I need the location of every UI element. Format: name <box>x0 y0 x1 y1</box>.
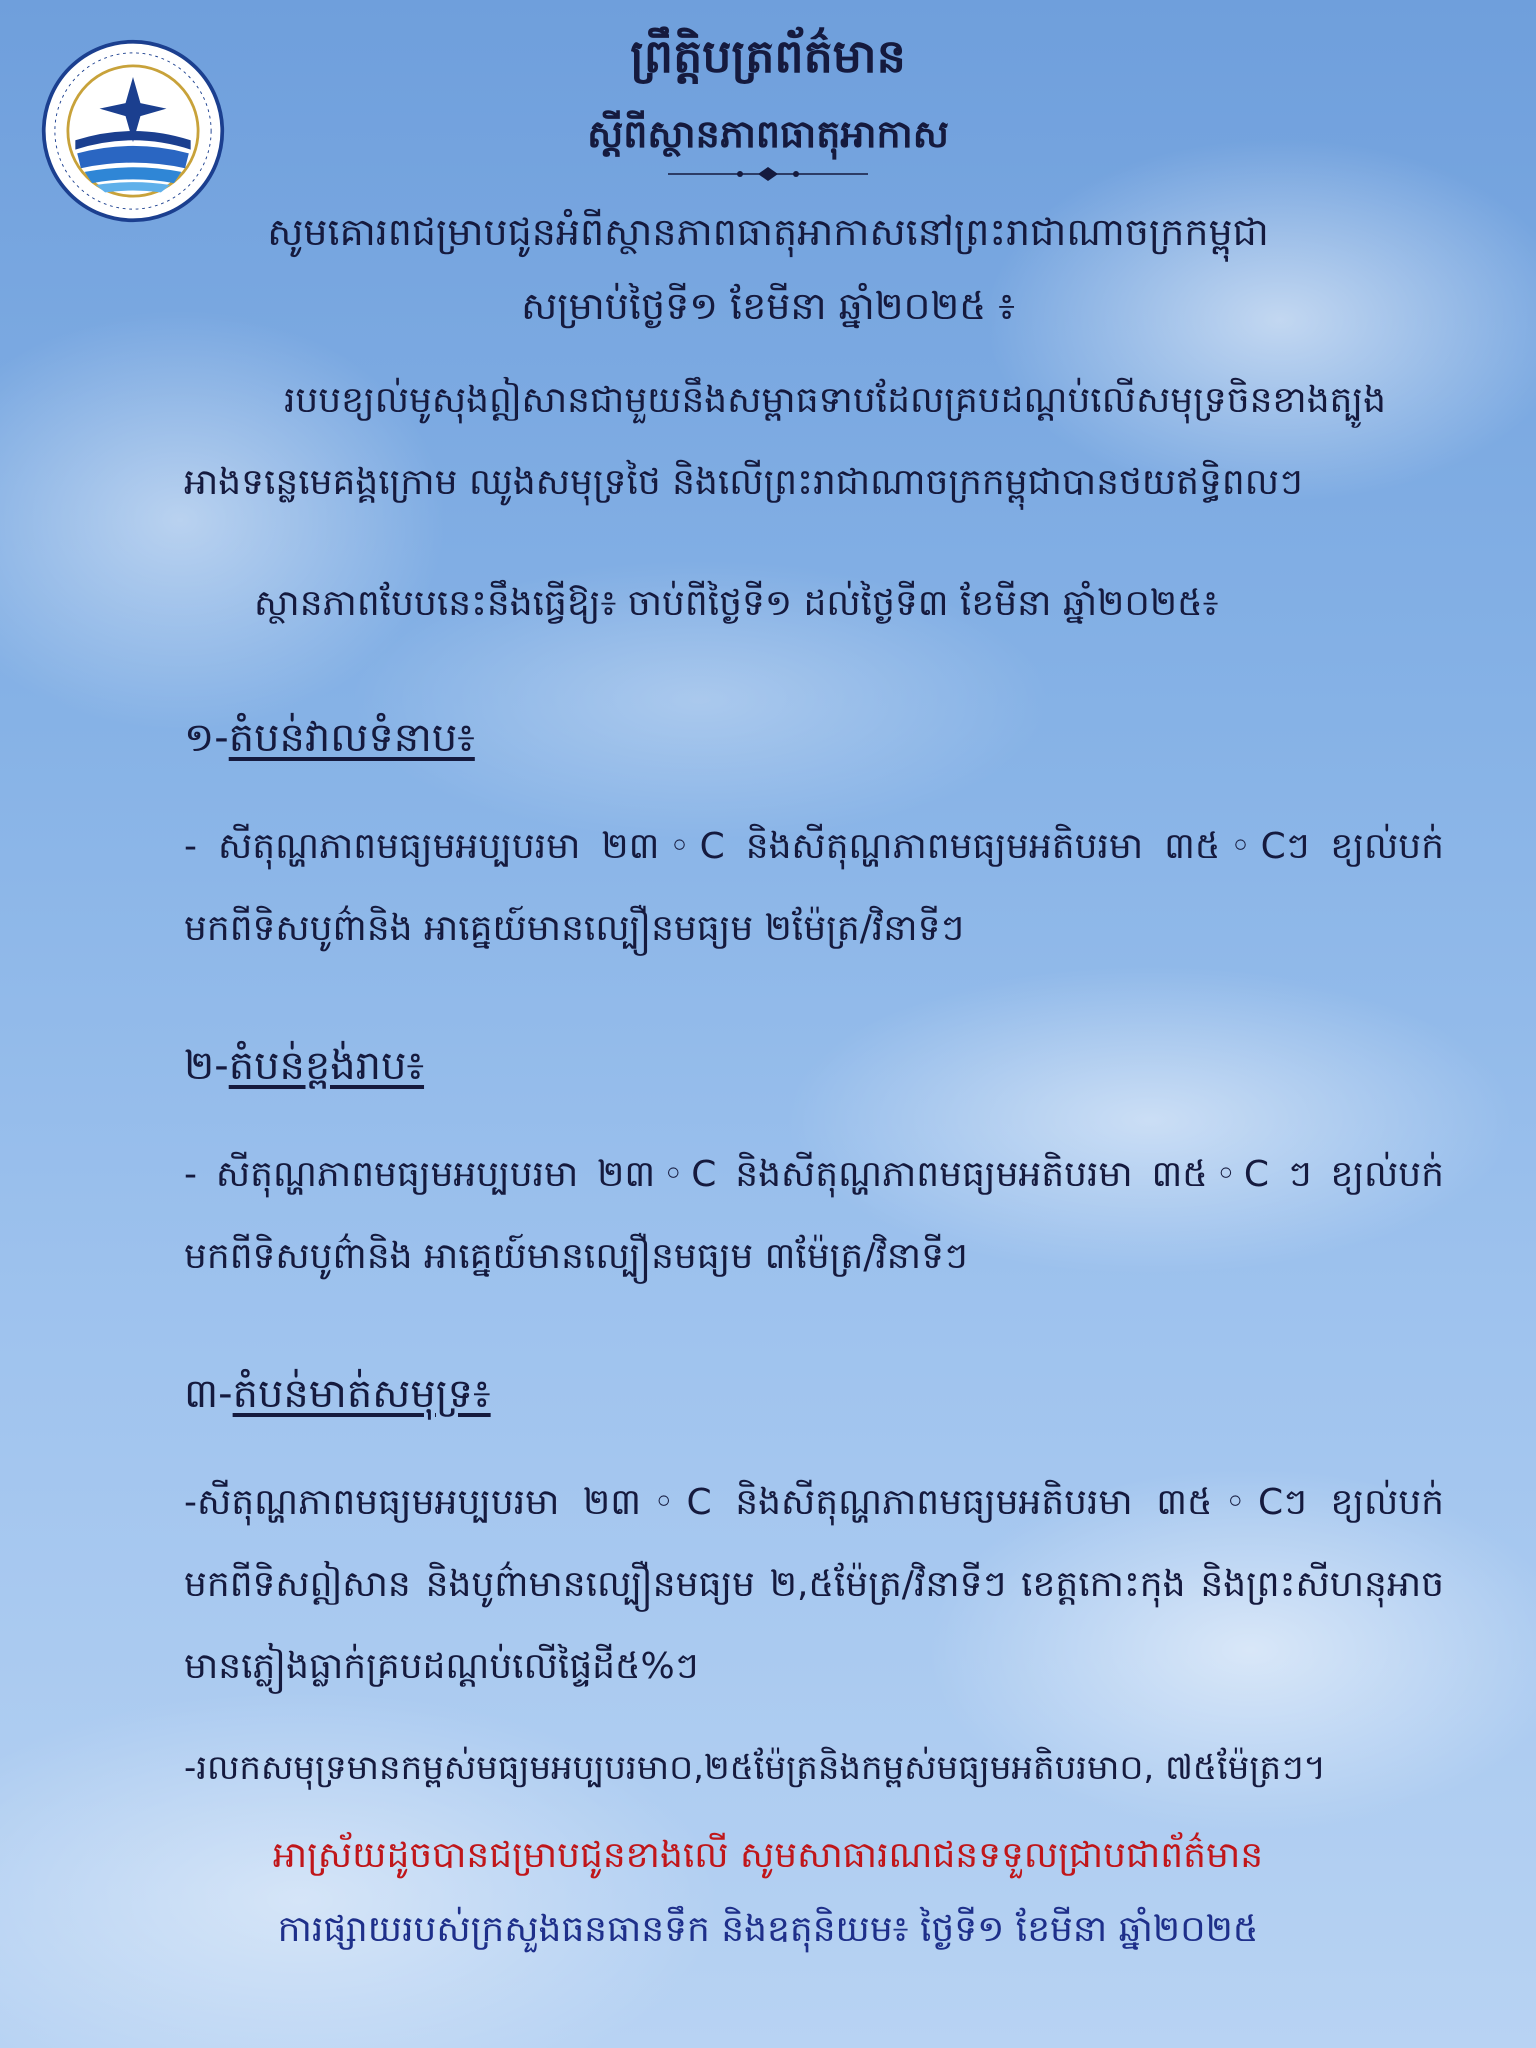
section-body-coastal: -សីតុណ្ហភាពមធ្យមអប្បបរមា ២៣◦C និងសីតុណ្ហភាពមធ្យមអតិបរមា ៣៥◦Cៗ ខ្យល់បក់មកពីទិសឦសាន និងបូព៌ាមានល្បឿនមធ្យម ២,៥ម៉ែត្រ/វិនាទីៗ ខេត្តកោះកុង និងព្រះសីហនុអាចមានភ្លៀងធ្លាក់គ្របដណ្ដប់លើផ្ទៃដី៥%ៗ <box>184 1482 1444 1687</box>
bulletin-subtitle: ស្ដីពីស្ថានភាពធាតុអាកាស <box>587 112 949 156</box>
intro-line-2: សម្រាប់ថ្ងៃទី១ ខែមីនា ឆ្នាំ២០២៥ ៖ <box>521 284 1015 328</box>
section-heading-coastal <box>184 1368 491 1427</box>
section-heading-plateau <box>184 1040 424 1099</box>
section-title: តំបន់ខ្ពង់រាប៖ <box>228 1043 425 1089</box>
intro-line-1: សូមគោរពជម្រាបជូនអំពីស្ថានភាពធាតុអាកាសនៅព្រះរាជាណាចក្រកម្ពុជា <box>267 210 1269 254</box>
section-heading-lowland <box>184 712 475 771</box>
footer-notice: អាស្រ័យដូចបានជម្រាបជូនខាងលើ សូមសាធារណជនទទួលជ្រាបជាព័ត៌មាន <box>272 1835 1264 1876</box>
summary-paragraph: របបខ្យល់មូសុងឦសានជាមួយនឹងសម្ពាធទាបដែលគ្របដណ្ដប់លើសមុទ្រចិនខាងត្បូង អាងទន្លេមេគង្គក្រោម ឈូងសមុទ្រថៃ និងលើព្រះរាជាណាចក្រកម្ពុជាបានថយឥទ្ធិពលៗ <box>184 380 1386 503</box>
section-number: ៣- <box>184 1371 233 1417</box>
title-ornament <box>668 166 868 182</box>
section-number: ២- <box>184 1043 229 1089</box>
section-body-plateau: - សីតុណ្ហភាពមធ្យមអប្បបរមា ២៣◦C និងសីតុណ្ហភាពមធ្យមអតិបរមា ៣៥◦C ៗ ខ្យល់បក់មកពីទិសបូព៌ានិង អាគ្នេយ៍មានល្បឿនមធ្យម ៣ម៉ែត្រ/វិនាទីៗ <box>184 1154 1444 1277</box>
section-number: ១- <box>184 715 229 761</box>
section-body-waves: -រលកសមុទ្រមានកម្ពស់មធ្យមអប្បបរមា០,២៥ម៉ែត្រនិងកម្ពស់មធ្យមអតិបរមា០, ៧៥ម៉ែត្រៗ។ <box>184 1748 1326 1788</box>
forecast-period: ស្ថានភាពបែបនេះនឹងធ្វើឱ្យ៖ ចាប់ពីថ្ងៃទី១ ដល់ថ្ងៃទី៣ ខែមីនា ឆ្នាំ២០២៥៖ <box>254 583 1219 624</box>
section-title: តំបន់វាលទំនាប៖ <box>228 715 475 761</box>
footer-publisher: ការផ្សាយរបស់ក្រសួងធនធានទឹក និងឧតុនិយម៖ ថ្ងៃទី១ ខែមីនា ឆ្នាំ២០២៥ <box>277 1909 1259 1950</box>
section-body-lowland: - សីតុណ្ហភាពមធ្យមអប្បបរមា ២៣◦C និងសីតុណ្ហភាពមធ្យមអតិបរមា ៣៥◦Cៗ ខ្យល់បក់មកពីទិសបូព៌ានិង អាគ្នេយ៍មានល្បឿនមធ្យម ២ម៉ែត្រ/វិនាទីៗ <box>184 826 1444 949</box>
section-title: តំបន់មាត់សមុទ្រ៖ <box>232 1371 491 1417</box>
bulletin-title: ព្រឹត្តិបត្រព័ត៌មាន <box>630 29 906 83</box>
